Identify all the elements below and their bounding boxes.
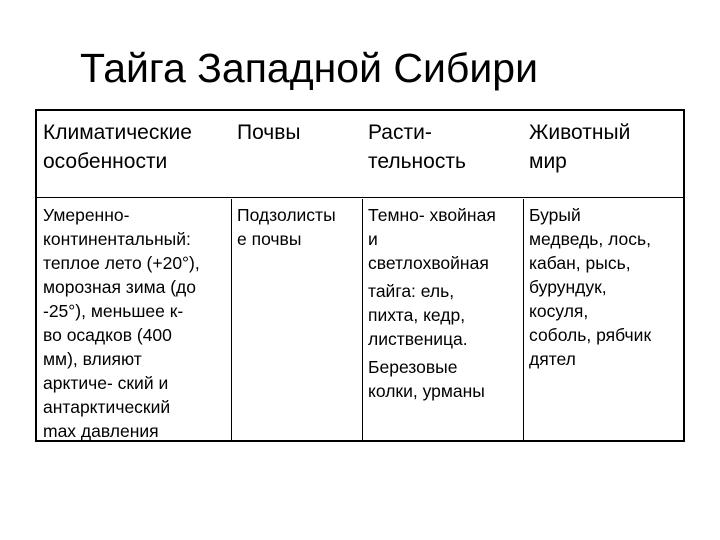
header-fauna-line-2: мир bbox=[529, 150, 567, 173]
climate-line: мм), влияют bbox=[43, 349, 142, 369]
header-soils-line-1: Почвы bbox=[237, 121, 301, 144]
vegetation-line: тайга: ель, bbox=[368, 281, 455, 301]
fauna-line: косуля, bbox=[529, 301, 589, 321]
info-table bbox=[35, 109, 685, 442]
header-vegetation-line-1: Расти- bbox=[368, 121, 432, 144]
header-soils bbox=[237, 118, 301, 147]
climate-line: -25°), меньшее к- bbox=[43, 301, 184, 321]
fauna-line: кабан, рысь, bbox=[529, 253, 631, 273]
vegetation-line: Березовые bbox=[368, 357, 458, 377]
climate-line: антарктический bbox=[43, 397, 171, 417]
header-climate bbox=[43, 118, 192, 176]
fauna-line: Бурый bbox=[529, 205, 581, 225]
column-divider-1 bbox=[231, 199, 232, 440]
soils-line: е почвы bbox=[237, 229, 302, 249]
climate-line: континентальный: bbox=[43, 229, 191, 249]
vegetation-line: пихта, кедр, bbox=[368, 305, 466, 325]
vegetation-line: Темно- хвойная bbox=[368, 205, 496, 225]
header-vegetation bbox=[368, 118, 466, 176]
climate-line: морозная зима (до bbox=[43, 277, 196, 297]
column-divider-3 bbox=[523, 199, 524, 440]
cell-fauna bbox=[529, 203, 651, 371]
cell-climate bbox=[43, 203, 200, 443]
cell-soils bbox=[237, 203, 336, 251]
vegetation-line: светлохвойная bbox=[368, 253, 489, 273]
climate-line: арктиче- ский и bbox=[43, 373, 169, 393]
cell-vegetation bbox=[368, 203, 496, 403]
header-vegetation-line-2: тельность bbox=[368, 150, 466, 173]
header-divider bbox=[37, 197, 683, 198]
climate-line: Умеренно- bbox=[43, 205, 130, 225]
header-climate-line-2: особенности bbox=[43, 150, 168, 173]
header-climate-line-1: Климатические bbox=[43, 121, 192, 144]
climate-line: во осадков (400 bbox=[43, 325, 172, 345]
column-divider-2 bbox=[362, 199, 363, 440]
header-fauna-line-1: Животный bbox=[529, 121, 631, 144]
fauna-line: бурундук, bbox=[529, 277, 607, 297]
climate-line: max давления bbox=[43, 421, 159, 441]
climate-line: теплое лето (+20°), bbox=[43, 253, 200, 273]
vegetation-line: и bbox=[368, 229, 378, 249]
soils-line: Подзолисты bbox=[237, 205, 336, 225]
fauna-line: соболь, рябчик bbox=[529, 325, 652, 345]
vegetation-line: лиственица. bbox=[368, 329, 468, 349]
vegetation-line: колки, урманы bbox=[368, 381, 485, 401]
slide-title: Тайга Западной Сибири bbox=[80, 45, 538, 91]
header-fauna bbox=[529, 118, 630, 176]
fauna-line: дятел bbox=[529, 349, 576, 369]
fauna-line: медведь, лось, bbox=[529, 229, 651, 249]
